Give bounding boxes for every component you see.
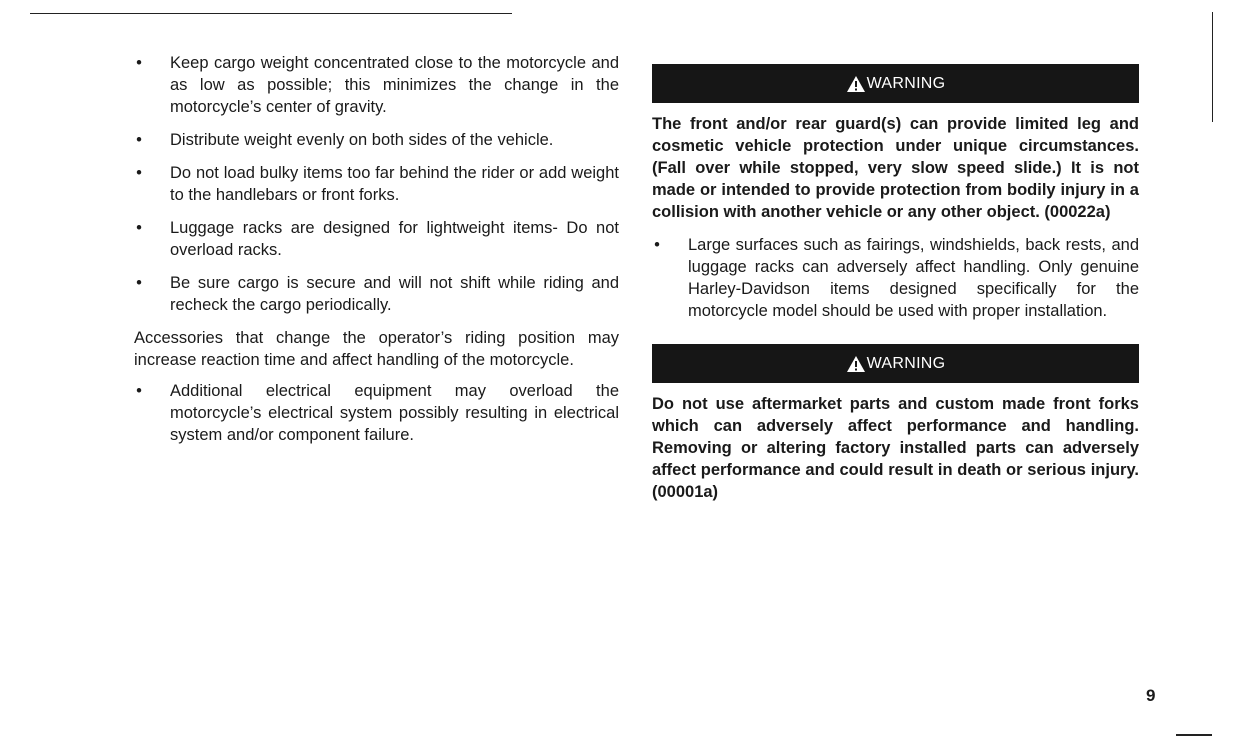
warning-triangle-icon [846, 75, 866, 93]
list-item: • Do not load bulky items too far behind the rider or add weight to the handlebars or front forks. [134, 162, 619, 206]
list-item: • Distribute weight evenly on both sides of the vehicle. [134, 129, 619, 151]
warning-label: WARNING [866, 354, 946, 372]
list-item: • Additional electrical equipment may overload the motorcycle’s electrical system possibly resulting in electrical system and/or component failure. [134, 380, 619, 446]
electrical-list [134, 380, 619, 446]
warning-banner [652, 64, 1139, 103]
page-number: 9 [1146, 686, 1156, 705]
warning-text: Do not use aftermarket parts and custom made front forks which can adversely affect performance and handling. Removing or altering factory installed parts can adversely affect performance and could result in death or serious injury. (00001a) [652, 395, 1139, 501]
bullet-icon: • [136, 274, 142, 292]
warning-banner [652, 344, 1139, 383]
warning-text: The front and/or rear guard(s) can provide limited leg and cosmetic vehicle protection under unique circumstances. (Fall over while stopped, very slow speed slide.) It is not made or intended to provide protection from bodily injury in a collision with another vehicle or any other object. (00022a) [652, 115, 1139, 221]
warning-triangle-icon [846, 355, 866, 373]
bullet-icon: • [136, 219, 142, 237]
left-column [134, 52, 619, 457]
list-item: • Large surfaces such as fairings, windshields, back rests, and luggage racks can adversely affect handling. Only genuine Harley-Davidson items designed specifically for the motorcycle model should be used with proper installation. [652, 234, 1139, 322]
loading-tips-list [134, 52, 619, 316]
margin-rule [1212, 12, 1213, 122]
accessories-paragraph: Accessories that change the operator’s riding position may increase reaction time and affect handling of the motorcycle. [134, 329, 619, 369]
right-column [652, 64, 1139, 503]
footer-rule [1176, 734, 1212, 736]
bullet-icon: • [136, 131, 142, 149]
bullet-icon: • [654, 236, 660, 254]
list-item: • Luggage racks are designed for lightweight items- Do not overload racks. [134, 217, 619, 261]
header-rule [30, 13, 512, 14]
surfaces-list [652, 234, 1139, 322]
list-item: • Keep cargo weight concentrated close to the motorcycle and as low as possible; this minimizes the change in the motorcycle’s center of gravity. [134, 52, 619, 118]
bullet-icon: • [136, 164, 142, 182]
list-item: • Be sure cargo is secure and will not shift while riding and recheck the cargo periodically. [134, 272, 619, 316]
warning-label: WARNING [866, 74, 946, 92]
bullet-icon: • [136, 382, 142, 400]
bullet-icon: • [136, 54, 142, 72]
